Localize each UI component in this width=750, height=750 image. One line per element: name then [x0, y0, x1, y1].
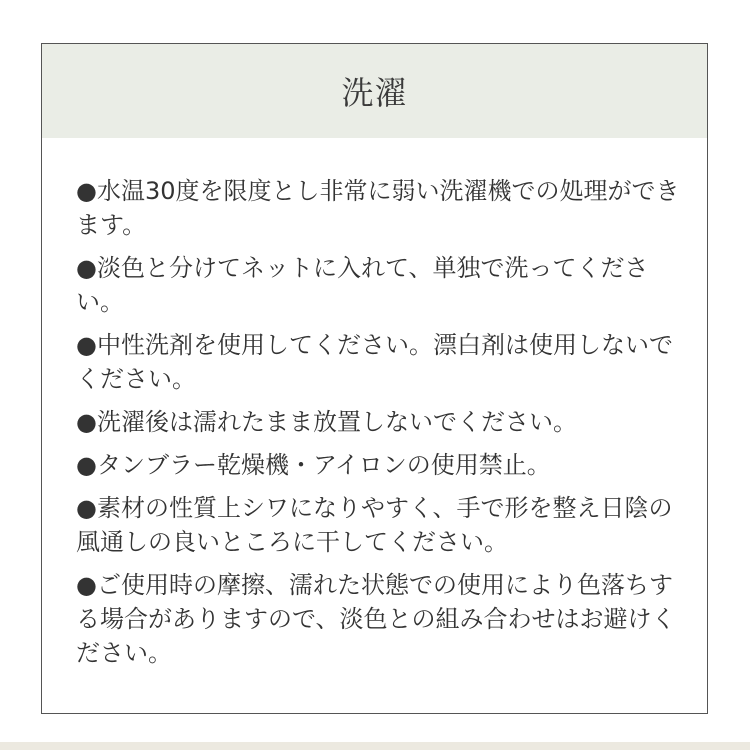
care-instructions-card	[41, 43, 708, 714]
instruction-item: ●洗濯後は濡れたまま放置しないでください。	[76, 408, 577, 436]
page-title: 洗濯	[341, 74, 408, 112]
instruction-item: ●タンブラー乾燥機・アイロンの使用禁止。	[76, 451, 551, 479]
instruction-item: ●素材の性質上シワになりやすく、手で形を整え日陰の風通しの良いところに干してください。	[76, 494, 673, 556]
instruction-item: ●水温30度を限度とし非常に弱い洗濯機での処理ができます。	[76, 177, 680, 239]
instructions-list	[42, 138, 707, 670]
instruction-item: ●中性洗剤を使用してください。漂白剤は使用しないでください。	[76, 331, 673, 393]
bottom-divider	[0, 742, 750, 750]
instruction-item: ●淡色と分けてネットに入れて、単独で洗ってください。	[76, 254, 649, 316]
card-header	[42, 44, 707, 138]
instruction-item: ●ご使用時の摩擦、濡れた状態での使用により色落ちする場合がありますので、淡色との組み合わせはお避けください。	[76, 571, 676, 667]
